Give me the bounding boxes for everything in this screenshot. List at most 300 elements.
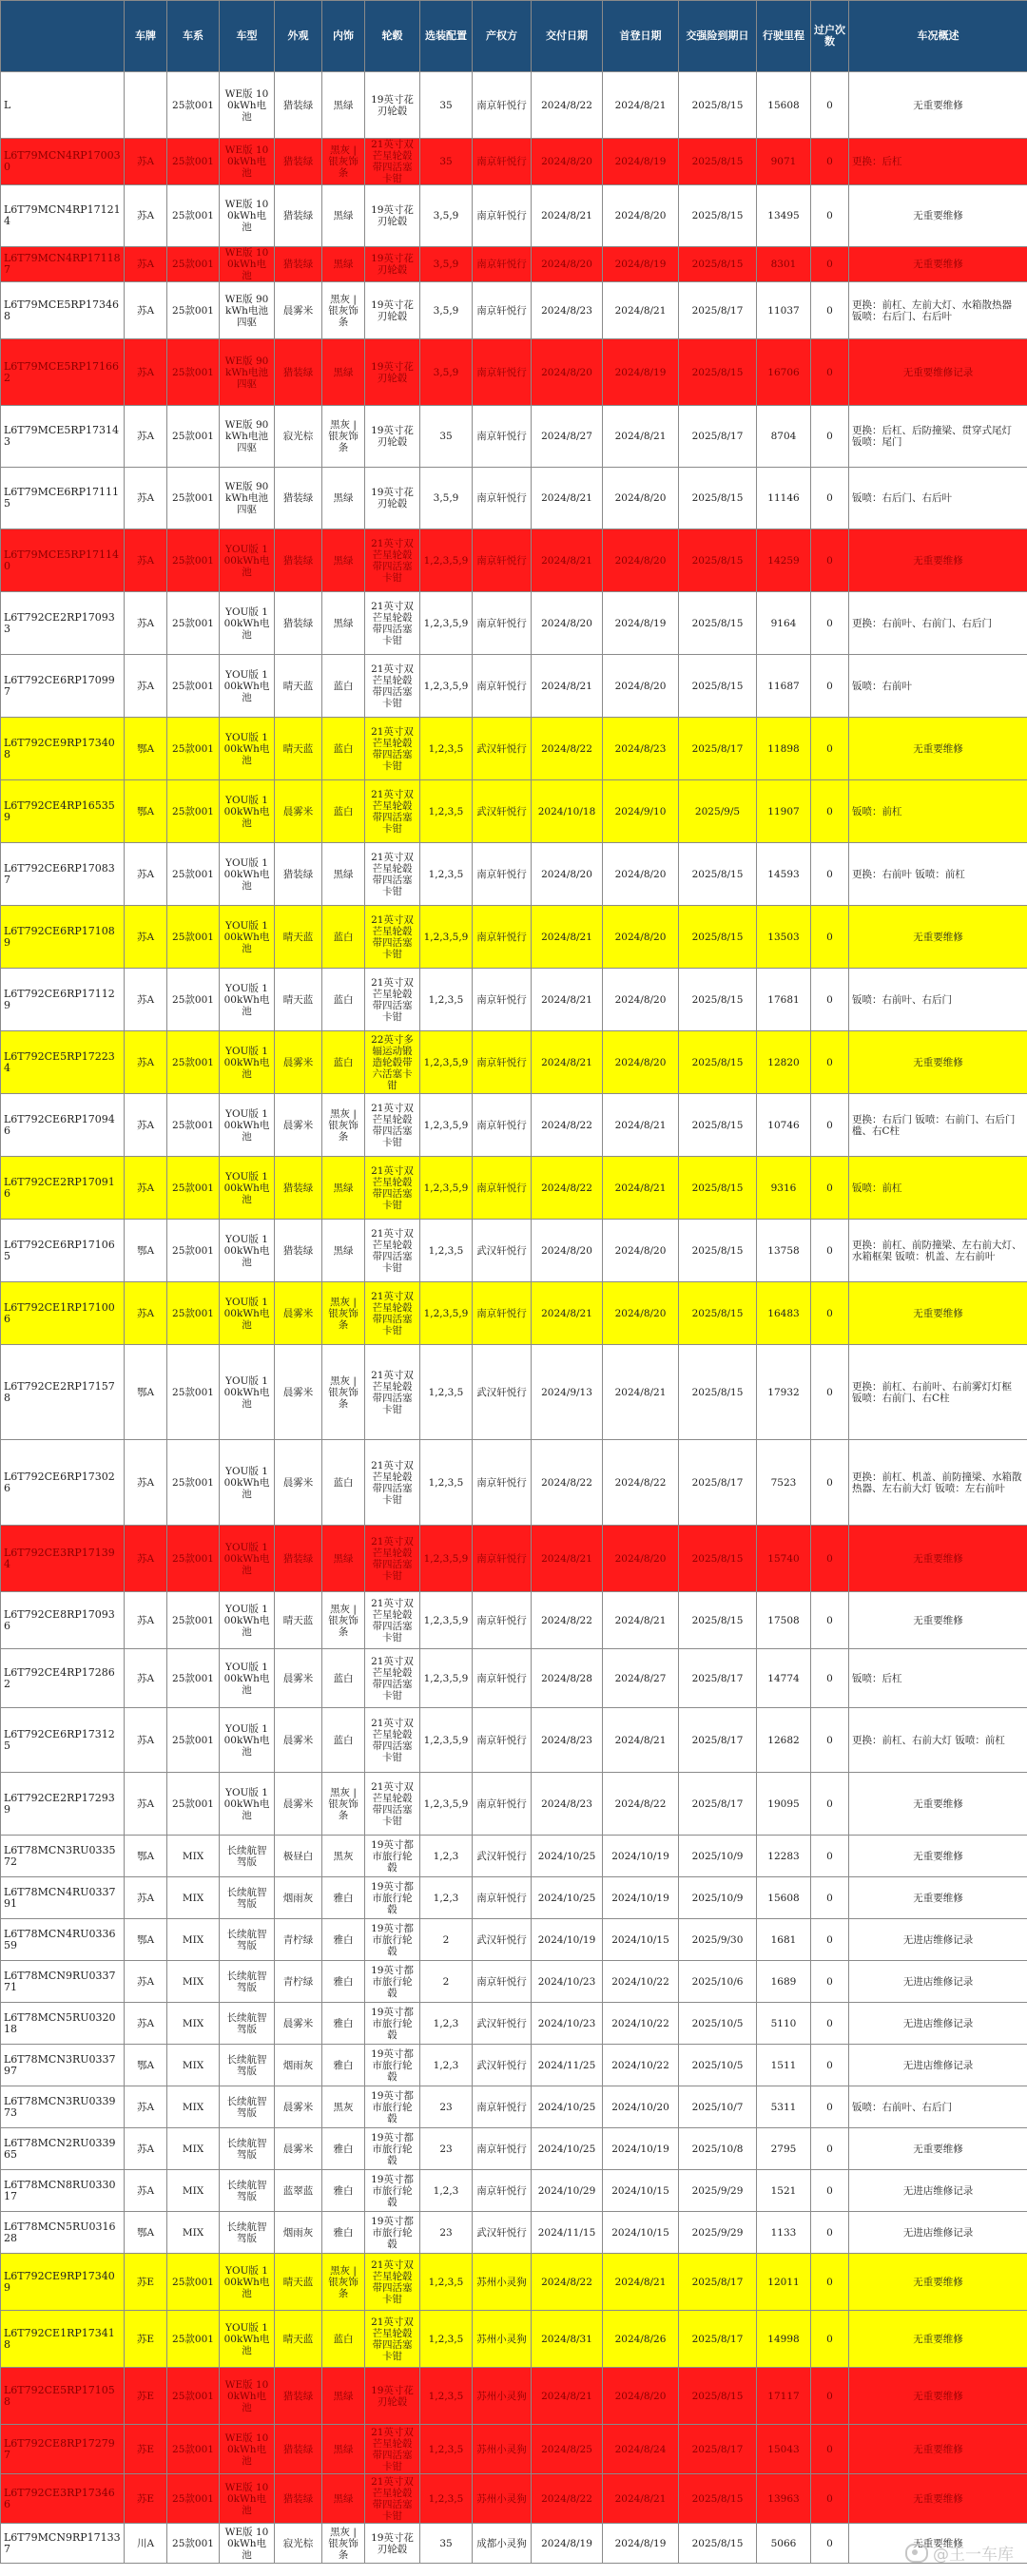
delivery-date-cell: 2024/8/20 (532, 247, 603, 282)
table-row (1, 2045, 1027, 2086)
wheel-cell: 21英寸双芒星轮毂带四活塞卡钳 (365, 1157, 420, 1220)
registration-date-cell: 2024/8/24 (603, 2425, 679, 2474)
condition-summary-cell: 无重要维修 (849, 72, 1027, 139)
transfer-count-cell: 0 (811, 1345, 849, 1440)
wheel-cell: 19英寸都市旅行轮毂 (365, 1919, 420, 1961)
owner-cell: 武汉轩悦行 (473, 2045, 532, 2086)
registration-date-cell: 2024/8/20 (603, 185, 679, 247)
options-cell: 1,2,3,5,9 (420, 1282, 473, 1345)
wheel-cell: 21英寸双芒星轮毂带四活塞卡钳 (365, 969, 420, 1031)
table-row (1, 2086, 1027, 2128)
insurance-expiry-cell: 2025/8/15 (679, 2368, 757, 2425)
interior-cell: 黑灰 | 银灰饰条 (322, 406, 365, 468)
transfer-count-cell: 0 (811, 2003, 849, 2045)
vin-cell: L6T78MCN3RU033797 (1, 2045, 125, 2086)
vin-cell: L6T792CE2RP172939 (1, 1773, 125, 1836)
transfer-count-cell: 0 (811, 906, 849, 969)
options-cell: 23 (420, 2212, 473, 2254)
plate-cell: 鄂A (125, 1836, 167, 1877)
table-row (1, 2003, 1027, 2045)
delivery-date-cell: 2024/8/20 (532, 339, 603, 406)
owner-cell: 南京轩悦行 (473, 592, 532, 655)
transfer-count-cell: 0 (811, 282, 849, 339)
condition-summary-cell: 更换：前杠、左前大灯、水箱散热器 钣喷：右后门、右后叶 (849, 282, 1027, 339)
registration-date-cell: 2024/8/21 (603, 2474, 679, 2524)
delivery-date-cell: 2024/11/25 (532, 2045, 603, 2086)
model-cell: YOU版 100kWh电池 (220, 906, 275, 969)
table-row (1, 1773, 1027, 1836)
wheel-cell: 21英寸双芒星轮毂带四活塞卡钳 (365, 1526, 420, 1592)
options-cell: 1,2,3,5 (420, 2368, 473, 2425)
vin-cell: L6T792CE3RP171394 (1, 1526, 125, 1592)
insurance-expiry-cell: 2025/9/30 (679, 1919, 757, 1961)
options-cell: 35 (420, 72, 473, 139)
options-cell: 35 (420, 406, 473, 468)
owner-cell: 武汉轩悦行 (473, 2003, 532, 2045)
condition-summary-cell: 无重要维修 (849, 247, 1027, 282)
options-cell: 1,2,3,5 (420, 1345, 473, 1440)
insurance-expiry-cell: 2025/8/15 (679, 1345, 757, 1440)
owner-cell: 苏州小灵狗 (473, 2368, 532, 2425)
registration-date-cell: 2024/8/21 (603, 1094, 679, 1157)
exterior-cell: 晴天蓝 (275, 655, 322, 718)
registration-date-cell: 2024/8/19 (603, 339, 679, 406)
plate-cell: 苏A (125, 1961, 167, 2003)
registration-date-cell: 2024/8/27 (603, 1649, 679, 1708)
plate-cell: 苏A (125, 655, 167, 718)
mileage-cell: 5066 (757, 2524, 811, 2564)
owner-cell: 南京轩悦行 (473, 1526, 532, 1592)
interior-cell: 黑绿 (322, 2474, 365, 2524)
plate-cell: 苏A (125, 1526, 167, 1592)
mileage-cell: 11898 (757, 718, 811, 780)
model-cell: WE版 100kWh电池 (220, 185, 275, 247)
condition-summary-cell: 无进店维修记录 (849, 1961, 1027, 2003)
plate-cell: 鄂A (125, 718, 167, 780)
table-row (1, 655, 1027, 718)
condition-summary-cell: 无重要维修 (849, 529, 1027, 592)
mileage-cell: 14774 (757, 1649, 811, 1708)
transfer-count-cell: 0 (811, 1592, 849, 1649)
mileage-cell: 1133 (757, 2212, 811, 2254)
series-cell: 25款001 (167, 843, 220, 906)
table-row (1, 2311, 1027, 2368)
mileage-cell: 1521 (757, 2170, 811, 2212)
plate-cell: 苏A (125, 2003, 167, 2045)
exterior-cell: 晨雾米 (275, 1708, 322, 1773)
table-row (1, 1031, 1027, 1094)
wheel-cell: 19英寸都市旅行轮毂 (365, 2003, 420, 2045)
registration-date-cell: 2024/8/20 (603, 843, 679, 906)
options-cell: 3,5,9 (420, 468, 473, 529)
owner-cell: 南京轩悦行 (473, 282, 532, 339)
interior-cell: 黑绿 (322, 2425, 365, 2474)
model-cell: YOU版 100kWh电池 (220, 1345, 275, 1440)
delivery-date-cell: 2024/8/31 (532, 2311, 603, 2368)
interior-cell: 黑绿 (322, 1157, 365, 1220)
transfer-count-cell: 0 (811, 185, 849, 247)
exterior-cell: 猎装绿 (275, 247, 322, 282)
owner-cell: 南京轩悦行 (473, 655, 532, 718)
options-cell: 35 (420, 2524, 473, 2564)
transfer-count-cell: 0 (811, 718, 849, 780)
interior-cell: 蓝白 (322, 780, 365, 843)
registration-date-cell: 2024/10/15 (603, 2170, 679, 2212)
interior-cell: 雅白 (322, 2170, 365, 2212)
wheel-cell: 21英寸双芒星轮毂带四活塞卡钳 (365, 1708, 420, 1773)
vin-cell: L6T79MCE5RP171140 (1, 529, 125, 592)
registration-date-cell: 2024/8/20 (603, 1031, 679, 1094)
plate-cell: 苏A (125, 1708, 167, 1773)
table-row (1, 1157, 1027, 1220)
model-cell: YOU版 100kWh电池 (220, 655, 275, 718)
insurance-expiry-cell: 2025/8/15 (679, 1592, 757, 1649)
interior-cell: 蓝白 (322, 718, 365, 780)
column-header (1, 1, 125, 72)
vin-cell: L6T792CE9RP173408 (1, 718, 125, 780)
condition-summary-cell: 无重要维修 (849, 906, 1027, 969)
owner-cell: 南京轩悦行 (473, 139, 532, 185)
mileage-cell: 10746 (757, 1094, 811, 1157)
series-cell: 25款001 (167, 906, 220, 969)
transfer-count-cell: 0 (811, 1282, 849, 1345)
owner-cell: 武汉轩悦行 (473, 718, 532, 780)
condition-summary-cell: 无重要维修 (849, 718, 1027, 780)
owner-cell: 南京轩悦行 (473, 1440, 532, 1526)
exterior-cell: 晴天蓝 (275, 969, 322, 1031)
insurance-expiry-cell: 2025/8/15 (679, 1094, 757, 1157)
vin-cell: L6T792CE6RP171129 (1, 969, 125, 1031)
model-cell: WE版 100kWh电池 (220, 2425, 275, 2474)
interior-cell: 黑绿 (322, 843, 365, 906)
series-cell: MIX (167, 2003, 220, 2045)
interior-cell: 蓝白 (322, 1031, 365, 1094)
interior-cell: 黑绿 (322, 185, 365, 247)
plate-cell: 苏A (125, 1649, 167, 1708)
model-cell: YOU版 100kWh电池 (220, 1094, 275, 1157)
options-cell: 1,2,3 (420, 2003, 473, 2045)
watermark (905, 2541, 1014, 2565)
registration-date-cell: 2024/8/19 (603, 247, 679, 282)
exterior-cell: 晨雾米 (275, 1440, 322, 1526)
options-cell: 23 (420, 2128, 473, 2170)
delivery-date-cell: 2024/10/23 (532, 2003, 603, 2045)
transfer-count-cell: 0 (811, 655, 849, 718)
delivery-date-cell: 2024/8/21 (532, 906, 603, 969)
vin-cell: L6T792CE4RP165359 (1, 780, 125, 843)
table-row (1, 1526, 1027, 1592)
model-cell: WE版 100kWh电池 (220, 247, 275, 282)
plate-cell: 鄂A (125, 1345, 167, 1440)
series-cell: 25款001 (167, 72, 220, 139)
options-cell: 1,2,3,5 (420, 2254, 473, 2311)
interior-cell: 蓝白 (322, 969, 365, 1031)
exterior-cell: 猎装绿 (275, 2368, 322, 2425)
delivery-date-cell: 2024/8/22 (532, 1592, 603, 1649)
interior-cell: 黑灰 | 银灰饰条 (322, 2524, 365, 2564)
plate-cell: 苏A (125, 468, 167, 529)
wheel-cell: 21英寸双芒星轮毂带四活塞卡钳 (365, 139, 420, 185)
owner-cell: 苏州小灵狗 (473, 2254, 532, 2311)
mileage-cell: 7523 (757, 1440, 811, 1526)
owner-cell: 武汉轩悦行 (473, 780, 532, 843)
vin-cell: L6T792CE1RP171006 (1, 1282, 125, 1345)
model-cell: YOU版 100kWh电池 (220, 1157, 275, 1220)
mileage-cell: 12011 (757, 2254, 811, 2311)
insurance-expiry-cell: 2025/8/15 (679, 843, 757, 906)
options-cell: 1,2,3,5,9 (420, 1649, 473, 1708)
options-cell: 2 (420, 1919, 473, 1961)
delivery-date-cell: 2024/10/25 (532, 1836, 603, 1877)
table-row (1, 906, 1027, 969)
vin-cell: L6T792CE6RP171089 (1, 906, 125, 969)
interior-cell: 蓝白 (322, 1649, 365, 1708)
delivery-date-cell: 2024/8/21 (532, 2368, 603, 2425)
condition-summary-cell: 无进店维修记录 (849, 2212, 1027, 2254)
insurance-expiry-cell: 2025/8/17 (679, 2311, 757, 2368)
table-row (1, 185, 1027, 247)
condition-summary-cell: 钣喷：后杠 (849, 1649, 1027, 1708)
wheel-cell: 21英寸双芒星轮毂带四活塞卡钳 (365, 1220, 420, 1282)
exterior-cell: 青柠绿 (275, 1919, 322, 1961)
mileage-cell: 1681 (757, 1919, 811, 1961)
options-cell: 1,2,3,5 (420, 718, 473, 780)
wheel-cell: 19英寸花 刃轮毂 (365, 2368, 420, 2425)
series-cell: 25款001 (167, 592, 220, 655)
transfer-count-cell: 0 (811, 1220, 849, 1282)
options-cell: 1,2,3,5,9 (420, 1094, 473, 1157)
series-cell: MIX (167, 1836, 220, 1877)
delivery-date-cell: 2024/8/21 (532, 529, 603, 592)
model-cell: 长续航智驾版 (220, 2003, 275, 2045)
owner-cell: 南京轩悦行 (473, 1094, 532, 1157)
wheel-cell: 21英寸双芒星轮毂带四活塞卡钳 (365, 2311, 420, 2368)
owner-cell: 苏州小灵狗 (473, 2311, 532, 2368)
plate-cell: 苏A (125, 2128, 167, 2170)
plate-cell: 苏A (125, 1094, 167, 1157)
plate-cell: 鄂A (125, 2212, 167, 2254)
registration-date-cell: 2024/8/20 (603, 529, 679, 592)
plate-cell: 苏E (125, 2311, 167, 2368)
insurance-expiry-cell: 2025/8/17 (679, 1440, 757, 1526)
column-header: 首登日期 (603, 1, 679, 72)
insurance-expiry-cell: 2025/8/15 (679, 969, 757, 1031)
options-cell: 1,2,3 (420, 1836, 473, 1877)
mileage-cell: 17932 (757, 1345, 811, 1440)
mileage-cell: 15043 (757, 2425, 811, 2474)
options-cell: 1,2,3,5,9 (420, 1526, 473, 1592)
mileage-cell: 14593 (757, 843, 811, 906)
wheel-cell: 21英寸双芒星轮毂带四活塞卡钳 (365, 906, 420, 969)
insurance-expiry-cell: 2025/8/17 (679, 282, 757, 339)
table-row (1, 1961, 1027, 2003)
table-row (1, 969, 1027, 1031)
model-cell: YOU版 100kWh电池 (220, 780, 275, 843)
interior-cell: 黑灰 (322, 1836, 365, 1877)
registration-date-cell: 2024/10/19 (603, 2128, 679, 2170)
series-cell: MIX (167, 1961, 220, 2003)
delivery-date-cell: 2024/8/20 (532, 1220, 603, 1282)
model-cell: YOU版 100kWh电池 (220, 1440, 275, 1526)
table-row (1, 780, 1027, 843)
condition-summary-cell: 钣喷：右前叶 (849, 655, 1027, 718)
plate-cell: 苏A (125, 906, 167, 969)
plate-cell: 苏A (125, 529, 167, 592)
interior-cell: 雅白 (322, 2003, 365, 2045)
registration-date-cell: 2024/8/19 (603, 139, 679, 185)
model-cell: 长续航智驾版 (220, 2086, 275, 2128)
interior-cell: 黑灰 | 银灰饰条 (322, 1282, 365, 1345)
mileage-cell: 16706 (757, 339, 811, 406)
table-row (1, 247, 1027, 282)
plate-cell: 苏A (125, 2086, 167, 2128)
table-row (1, 282, 1027, 339)
vin-cell: L6T79MCE5RP173143 (1, 406, 125, 468)
vin-cell: L6T792CE5RP172234 (1, 1031, 125, 1094)
column-header: 车牌 (125, 1, 167, 72)
series-cell: 25款001 (167, 282, 220, 339)
vin-cell: L6T792CE6RP171065 (1, 1220, 125, 1282)
options-cell: 1,2,3,5,9 (420, 655, 473, 718)
delivery-date-cell: 2024/8/23 (532, 282, 603, 339)
interior-cell: 雅白 (322, 1919, 365, 1961)
registration-date-cell: 2024/8/20 (603, 2368, 679, 2425)
registration-date-cell: 2024/8/19 (603, 592, 679, 655)
insurance-expiry-cell: 2025/8/15 (679, 1282, 757, 1345)
wheel-cell: 19英寸都市旅行轮毂 (365, 2086, 420, 2128)
vin-cell: L6T79MCE6RP171115 (1, 468, 125, 529)
series-cell: 25款001 (167, 406, 220, 468)
exterior-cell: 晨雾米 (275, 2086, 322, 2128)
delivery-date-cell: 2024/9/13 (532, 1345, 603, 1440)
wheel-cell: 21英寸双芒星轮毂带四活塞卡钳 (365, 592, 420, 655)
vin-cell: L6T79MCN9RP171337 (1, 2524, 125, 2564)
condition-summary-cell: 更换：前杠、右前叶、右前雾灯灯框 钣喷：右前门、右C柱 (849, 1345, 1027, 1440)
model-cell: YOU版 100kWh电池 (220, 1220, 275, 1282)
owner-cell: 南京轩悦行 (473, 72, 532, 139)
exterior-cell: 蓝翠蓝 (275, 2170, 322, 2212)
wheel-cell: 19英寸花 刃轮毂 (365, 468, 420, 529)
condition-summary-cell: 无重要维修 (849, 2368, 1027, 2425)
plate-cell: 苏A (125, 282, 167, 339)
table-row (1, 339, 1027, 406)
condition-summary-cell: 无重要维修 (849, 1526, 1027, 1592)
condition-summary-cell: 无重要维修 (849, 1592, 1027, 1649)
column-header: 外观 (275, 1, 322, 72)
mileage-cell: 19095 (757, 1773, 811, 1836)
interior-cell: 蓝白 (322, 1708, 365, 1773)
registration-date-cell: 2024/8/22 (603, 1773, 679, 1836)
insurance-expiry-cell: 2025/8/15 (679, 1031, 757, 1094)
options-cell: 3,5,9 (420, 282, 473, 339)
table-row (1, 843, 1027, 906)
mileage-cell: 8704 (757, 406, 811, 468)
interior-cell: 黑绿 (322, 592, 365, 655)
vin-cell: L6T792CE8RP170936 (1, 1592, 125, 1649)
registration-date-cell: 2024/8/21 (603, 1345, 679, 1440)
delivery-date-cell: 2024/8/20 (532, 843, 603, 906)
condition-summary-cell: 无重要维修 (849, 185, 1027, 247)
delivery-date-cell: 2024/8/22 (532, 2254, 603, 2311)
model-cell: WE版 90kWh电池 四驱 (220, 282, 275, 339)
registration-date-cell: 2024/10/22 (603, 2003, 679, 2045)
model-cell: 长续航智驾版 (220, 2128, 275, 2170)
interior-cell: 黑灰 | 银灰饰条 (322, 139, 365, 185)
wheel-cell: 21英寸双芒星轮毂带四活塞卡钳 (365, 529, 420, 592)
interior-cell: 雅白 (322, 2212, 365, 2254)
exterior-cell: 晴天蓝 (275, 2254, 322, 2311)
transfer-count-cell: 0 (811, 2524, 849, 2564)
plate-cell: 苏A (125, 1157, 167, 1220)
mileage-cell: 17117 (757, 2368, 811, 2425)
mileage-cell: 1511 (757, 2045, 811, 2086)
interior-cell: 黑绿 (322, 1220, 365, 1282)
insurance-expiry-cell: 2025/8/15 (679, 185, 757, 247)
condition-summary-cell: 更换：前杠、机盖、前防撞梁、水箱散热器、左右前大灯 钣喷：左右前叶 (849, 1440, 1027, 1526)
insurance-expiry-cell: 2025/8/17 (679, 1773, 757, 1836)
wheel-cell: 19英寸花 刃轮毂 (365, 185, 420, 247)
registration-date-cell: 2024/8/23 (603, 718, 679, 780)
vin-cell: L6T792CE9RP173409 (1, 2254, 125, 2311)
column-header: 内饰 (322, 1, 365, 72)
exterior-cell: 猎装绿 (275, 1526, 322, 1592)
condition-summary-cell: 钣喷：前杠 (849, 780, 1027, 843)
plate-cell: 苏A (125, 843, 167, 906)
plate-cell: 苏A (125, 406, 167, 468)
mileage-cell: 11907 (757, 780, 811, 843)
column-header: 车型 (220, 1, 275, 72)
mileage-cell: 2795 (757, 2128, 811, 2170)
model-cell: YOU版 100kWh电池 (220, 592, 275, 655)
table-row (1, 2368, 1027, 2425)
column-header: 过户次数 (811, 1, 849, 72)
table-row (1, 592, 1027, 655)
series-cell: 25款001 (167, 1282, 220, 1345)
series-cell: 25款001 (167, 1649, 220, 1708)
registration-date-cell: 2024/8/21 (603, 2254, 679, 2311)
mileage-cell: 13758 (757, 1220, 811, 1282)
insurance-expiry-cell: 2025/8/15 (679, 655, 757, 718)
model-cell: 长续航智驾版 (220, 2170, 275, 2212)
model-cell: 长续航智驾版 (220, 1836, 275, 1877)
condition-summary-cell: 无重要维修 (849, 1836, 1027, 1877)
delivery-date-cell: 2024/8/22 (532, 1440, 603, 1526)
transfer-count-cell: 0 (811, 1157, 849, 1220)
options-cell: 1,2,3,5,9 (420, 906, 473, 969)
plate-cell: 鄂A (125, 2045, 167, 2086)
vin-cell: L6T78MCN5RU032018 (1, 2003, 125, 2045)
series-cell: 25款001 (167, 2524, 220, 2564)
plate-cell: 苏E (125, 2474, 167, 2524)
vin-cell: L6T792CE2RP171578 (1, 1345, 125, 1440)
vin-cell: L6T792CE6RP170946 (1, 1094, 125, 1157)
plate-cell: 鄂A (125, 1220, 167, 1282)
series-cell: 25款001 (167, 1031, 220, 1094)
insurance-expiry-cell: 2025/8/17 (679, 2254, 757, 2311)
exterior-cell: 晴天蓝 (275, 718, 322, 780)
insurance-expiry-cell: 2025/10/6 (679, 1961, 757, 2003)
options-cell: 1,2,3,5 (420, 843, 473, 906)
mileage-cell: 15740 (757, 1526, 811, 1592)
column-header: 交付日期 (532, 1, 603, 72)
series-cell: 25款001 (167, 2311, 220, 2368)
plate-cell: 苏E (125, 2425, 167, 2474)
owner-cell: 南京轩悦行 (473, 468, 532, 529)
table-row (1, 1592, 1027, 1649)
owner-cell: 武汉轩悦行 (473, 1919, 532, 1961)
transfer-count-cell: 0 (811, 1919, 849, 1961)
delivery-date-cell: 2024/8/22 (532, 718, 603, 780)
